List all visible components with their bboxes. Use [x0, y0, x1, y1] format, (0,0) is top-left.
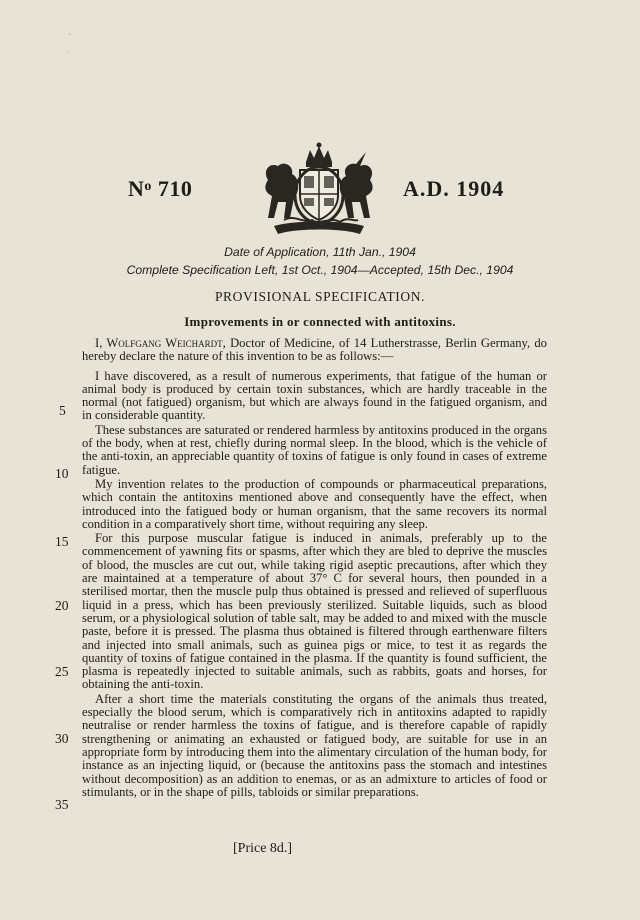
- line-number: 15: [55, 534, 69, 549]
- royal-coat-of-arms-icon: [254, 140, 384, 236]
- specification-dates: Complete Specification Left, 1st Oct., 1904—Accepted, 15th Dec., 1904: [126, 263, 514, 277]
- specification-text: [82, 337, 547, 799]
- application-dates: [0, 243, 640, 279]
- paragraph: I, Wolfgang Weichardt, Doctor of Medicine, of 14 Lutherstrasse, Berlin Germany, do hereby declare the nature of this invention to be as follows:—: [82, 336, 547, 364]
- bleed-mark: ·: [66, 48, 70, 59]
- subject-title: Improvements in or connected with antitoxins.: [184, 314, 456, 329]
- section-title: PROVISIONAL SPECIFICATION.: [214, 289, 426, 304]
- line-number: 10: [55, 466, 69, 481]
- patent-number: $N^o$ 710: [128, 176, 193, 201]
- inventor-name: I, Wolfgang Weichardt,: [95, 336, 226, 350]
- paragraph: These substances are saturated or rendered harmless by antitoxins produced in the organs of the body, when at rest, chiefly during normal sleep. In the blood, which is the vehicle of the anti-toxin, an appreciable quantity of toxins of fatigue is only found in cases of extreme fatigue.: [82, 422, 547, 477]
- paragraph: My invention relates to the production of compounds or pharmaceutical preparations, which contain the antitoxins mentioned above and consequently have the effect, when introduced into the fatigued body or human organism, that the same recovers its normal condition in a comparatively short time, without requiring any sleep.: [82, 476, 547, 531]
- line-number: 30: [55, 731, 69, 746]
- paragraph: For this purpose muscular fatigue is induced in animals, preferably up to the commencement of yawning fits or spasms, after which they are bled to deprive the muscles of blood, the muscles are cut out, while taking rigid aseptic precautions, after which they are maintained at a temperature of about 37° C for several hours, then pounded in a sterilised mortar, then the muscle pulp thus obtained is pressed and relieved of superfluous liquid in a press, which has been previously sterilized. Suitable liquids, such as blood serum, or a physiological solution of table salt, may be added to and mixed with the muscle paste, before it is pressed. The plasma thus obtained is filtered through earthenware filters and injected into small animals, such as guinea pigs or mice, to test it as regards the quantity of toxins of fatigue contained in the plasma. If the quantity is found sufficient, the plasma is repeatedly injected to suitable animals, such as rabbits, goats and horses, for obtaining the anti-toxin.: [82, 531, 547, 692]
- line-number: 25: [55, 664, 69, 679]
- patent-year: A.D. 1904: [403, 176, 505, 201]
- paragraph: After a short time the materials constituting the organs of the animals thus treated, especially the blood serum, which is comparatively rich in antitoxins adapted to rapidly neutralise or render harmless the toxins of fatigue, and is therefore capable of rapidly strengthening or animating an exhausted or fatigued body, are suitable for use in an appropriate form by introducing them into the alimentary circulation of the human body, for instance as an injecting liquid, or (because the antitoxins pass the stomach and intestines without decomposition) as an addition to enemas, or as an admixture to articles of food or stimulants, or in the shape of pills, tabloids or similar preparations.: [82, 691, 547, 799]
- price-label: [Price 8d.]: [233, 841, 293, 856]
- bleed-mark: ·: [68, 30, 72, 41]
- line-number: 5: [59, 403, 66, 418]
- paragraph: I have discovered, as a result of numerous experiments, that fatigue of the human or animal body is produced by certain toxin substances, which are hardly traceable in the normal (not fatigued) organism, but which are always found in the fatigued organism, and in considerable quantity.: [82, 368, 547, 423]
- date-of-application: Date of Application, 11th Jan., 1904: [224, 245, 416, 259]
- line-number: 35: [55, 797, 69, 812]
- line-number: 20: [55, 598, 69, 613]
